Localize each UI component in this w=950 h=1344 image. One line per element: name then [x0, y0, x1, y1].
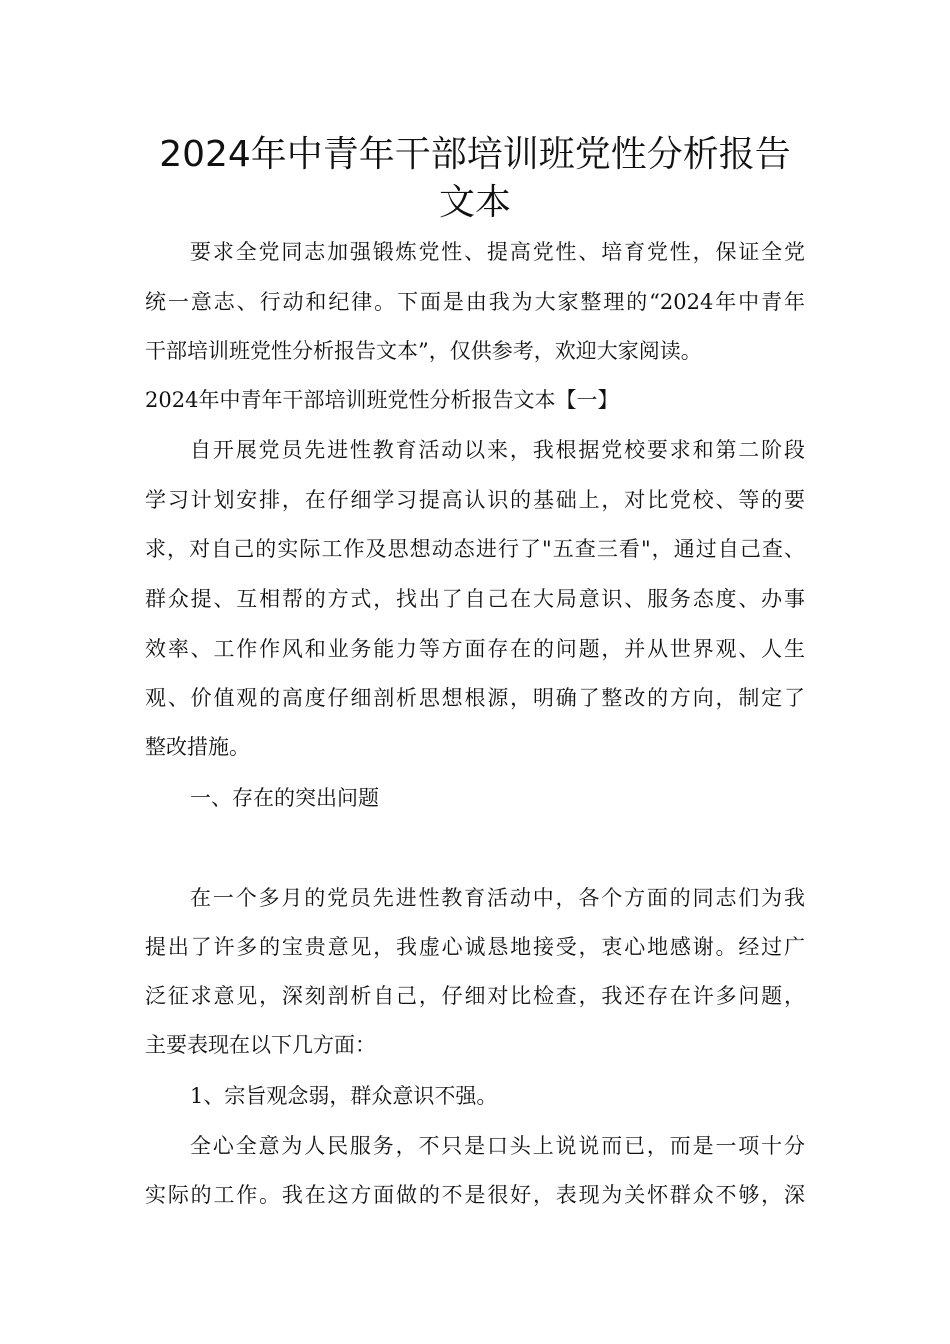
- subheading: 一、存在的突出问题: [190, 786, 379, 810]
- intro-line: 要求全党同志加强锻炼党性、提高党性、培育党性，保证全党: [190, 240, 805, 264]
- paragraph-line: 学习计划安排，在仔细学习提高认识的基础上，对比党校、等的要: [145, 488, 805, 512]
- paragraph-line: 自开展党员先进性教育活动以来，我根据党校要求和第二阶段: [190, 438, 805, 462]
- intro-line: 统一意志、行动和纪律。下面是由我为大家整理的“2024年中青年: [145, 290, 805, 314]
- section-heading: 2024年中青年干部培训班党性分析报告文本【一】: [145, 388, 619, 412]
- paragraph-line: 观、价值观的高度仔细剖析思想根源，明确了整改的方向，制定了: [145, 686, 805, 710]
- paragraph-line: 效率、工作作风和业务能力等方面存在的问题，并从世界观、人生: [145, 637, 805, 661]
- paragraph-line: 全心全意为人民服务，不只是口头上说说而已，而是一项十分: [190, 1134, 805, 1158]
- paragraph-line: 整改措施。: [145, 735, 250, 759]
- paragraph-line: 提出了许多的宝贵意见，我虚心诚恳地接受，衷心地感谢。经过广: [145, 935, 805, 959]
- paragraph-line: 求，对自己的实际工作及思想动态进行了"五查三看"，通过自己查、: [145, 537, 805, 561]
- paragraph-line: 群众提、互相帮的方式，找出了自己在大局意识、服务态度、办事: [145, 587, 805, 611]
- document-title-line-1: 2024年中青年干部培训班党性分析报告: [159, 134, 791, 175]
- paragraph-line: 实际的工作。我在这方面做的不是很好，表现为关怀群众不够，深: [145, 1183, 805, 1207]
- document-title-line-2: 文本: [438, 182, 511, 223]
- point-heading: 1、宗旨观念弱，群众意识不强。: [190, 1084, 498, 1108]
- paragraph-line: 在一个多月的党员先进性教育活动中，各个方面的同志们为我: [190, 886, 805, 910]
- paragraph-line: 泛征求意见，深刻剖析自己，仔细对比检查，我还存在许多问题，: [145, 984, 805, 1008]
- paragraph-line: 主要表现在以下几方面：: [145, 1033, 376, 1057]
- intro-line: 干部培训班党性分析报告文本”，仅供参考，欢迎大家阅读。: [145, 339, 702, 363]
